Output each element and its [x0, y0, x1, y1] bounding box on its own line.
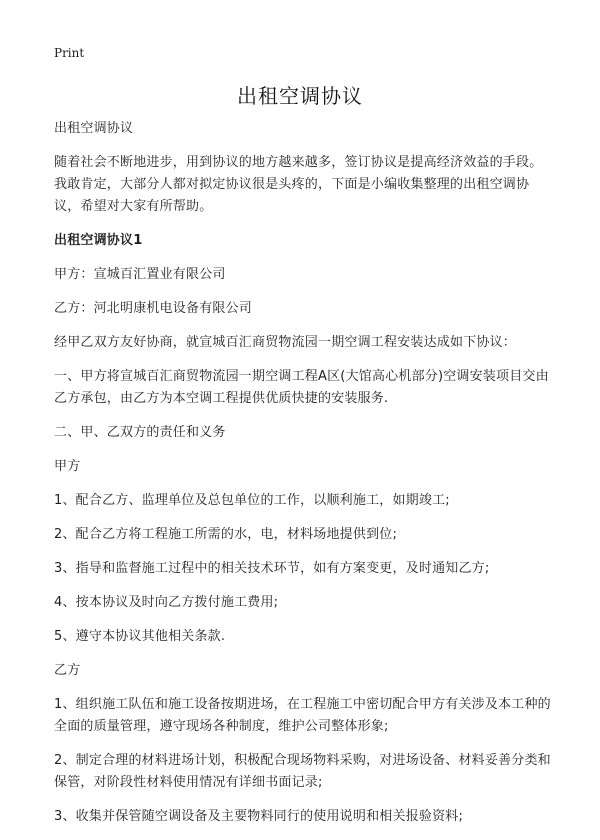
document-title: 出租空调协议	[237, 84, 363, 108]
party-b-duties-heading: 乙方	[54, 663, 81, 678]
party-a-duty-4: 4、按本协议及时向乙方拨付施工费用;	[54, 595, 279, 610]
party-a-duties-heading: 甲方	[54, 459, 81, 474]
party-b-duty-1: 1、组织施工队伍和施工设备按期进场，在工程施工中密切配合甲方有关涉及本工种的全面的质量管理，遵守现场各种制度，维护公司整体形象;	[54, 697, 551, 734]
agreement-preamble: 经甲乙双方友好协商，就宣城百汇商贸物流园一期空调工程安装达成如下协议：	[54, 335, 517, 350]
print-link[interactable]: Print	[54, 46, 85, 60]
party-a-duty-2: 2、配合乙方将工程施工所需的水，电，材料场地提供到位;	[54, 527, 398, 542]
intro-paragraph: 随着社会不断地进步，用到协议的地方越来越多，签订协议是提高经济效益的手段。我敢肯定，大部分人都对拟定协议很是头疼的，下面是小编收集整理的出租空调协议，希望对大家有所帮助。	[54, 155, 543, 214]
party-b-duty-2: 2、制定合理的材料进场计划，积极配合现场物料采购，对进场设备、材料妥善分类和保管，对阶段性材料使用情况有详细书面记录;	[54, 753, 551, 790]
document-body	[54, 118, 554, 840]
party-a-duty-1: 1、配合乙方、监理单位及总包单位的工作，以顺利施工，如期竣工;	[54, 493, 450, 508]
section-heading: 出租空调协议1	[54, 233, 143, 248]
party-b: 乙方：河北明康机电设备有限公司	[54, 301, 253, 316]
party-a-duty-5: 5、遵守本协议其他相关条款.	[54, 629, 226, 644]
clause-2-heading: 二、甲、乙双方的责任和义务	[54, 425, 226, 440]
doc-subtitle: 出租空调协议	[54, 121, 134, 136]
clause-1: 一、甲方将宣城百汇商贸物流园一期空调工程A区(大馆高心机部分)空调安装项目交由乙方承包，由乙方为本空调工程提供优质快捷的安装服务.	[54, 369, 549, 406]
party-b-duty-3: 3、收集并保管随空调设备及主要物料同行的使用说明和相关报验资料;	[54, 809, 464, 824]
party-a-duty-3: 3、指导和监督施工过程中的相关技术环节，如有方案变更，及时通知乙方;	[54, 561, 490, 576]
party-a: 甲方：宣城百汇置业有限公司	[54, 267, 226, 282]
